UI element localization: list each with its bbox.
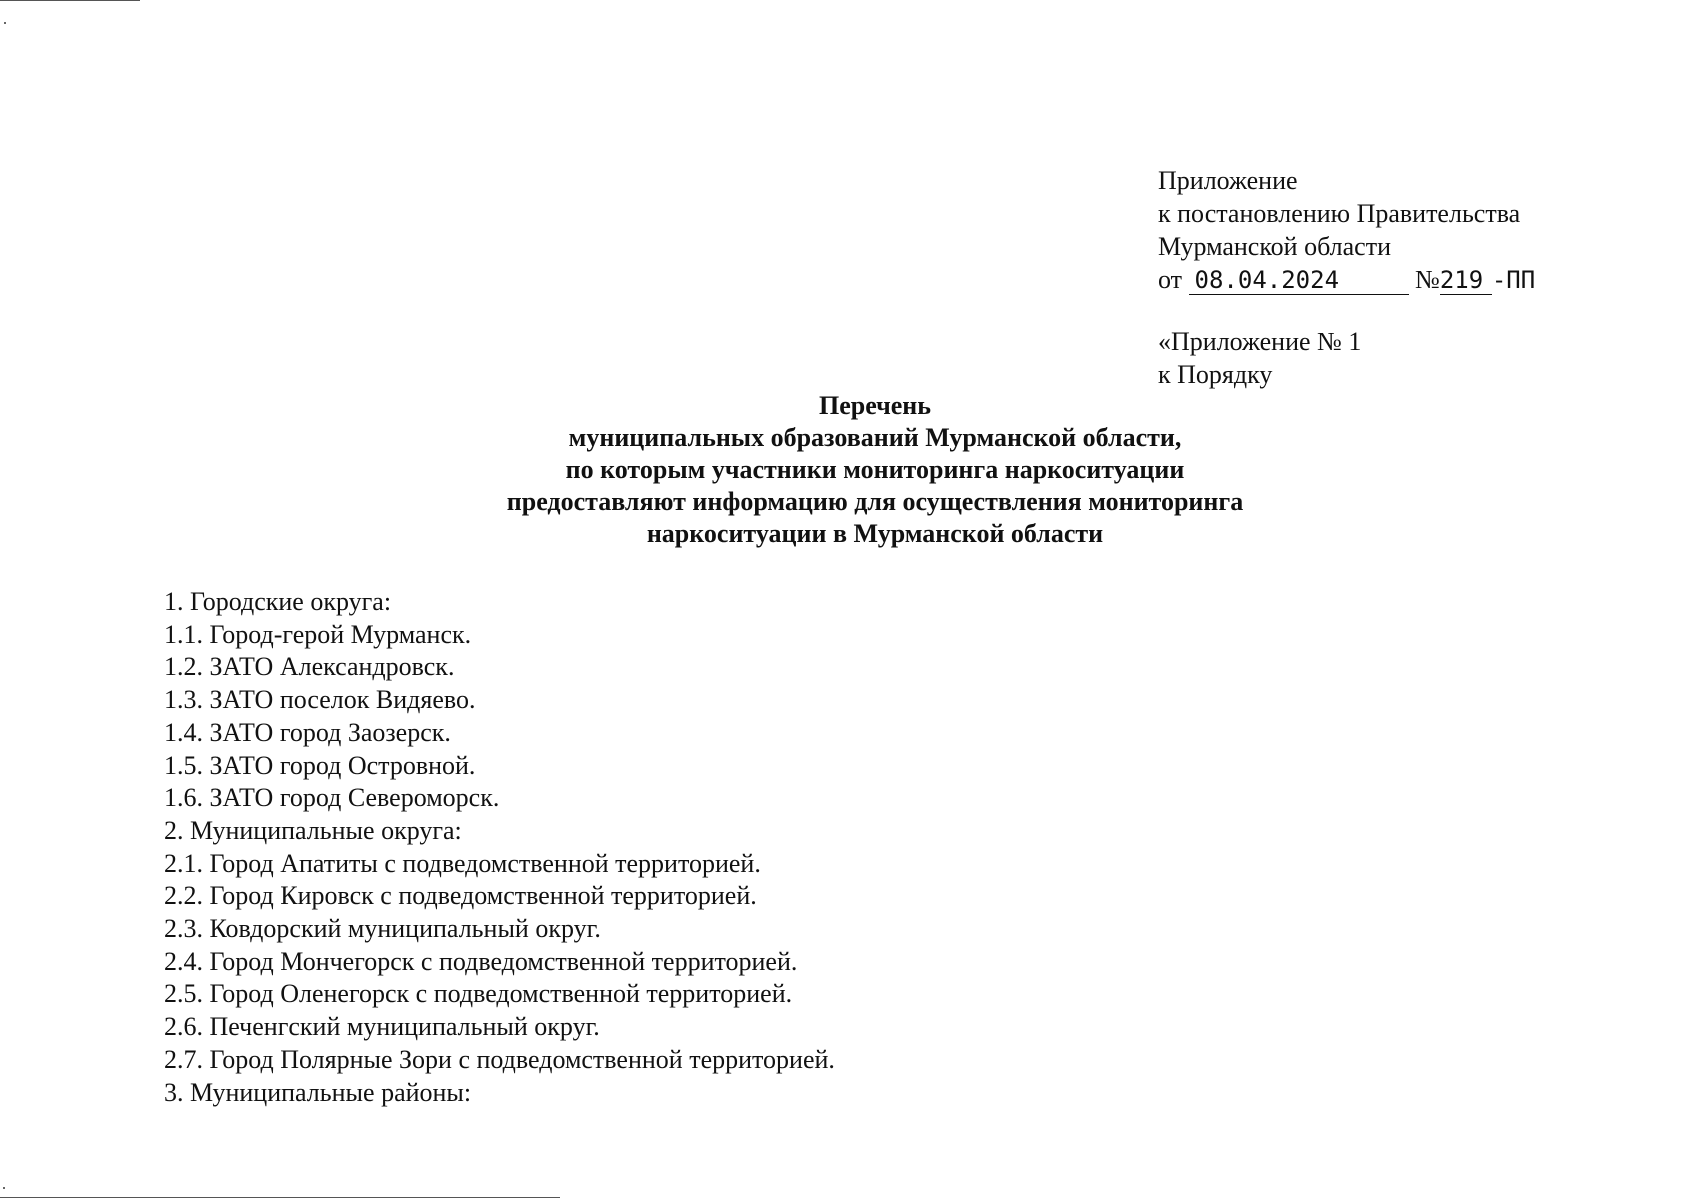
list-item: 2.4. Город Мончегорск с подведомственной территорией.	[164, 946, 798, 976]
list-item: 1.1. Город-герой Мурманск.	[164, 619, 472, 649]
header-line-date-number	[1158, 263, 1535, 297]
scan-edge-line-top	[0, 0, 140, 1]
decree-date: 08.04.2024	[1189, 266, 1409, 295]
scan-edge-line-bottom	[0, 1197, 560, 1198]
list-item: 1.5. ЗАТО город Островной.	[164, 750, 476, 780]
header-line-appendix: Приложение	[1158, 166, 1298, 195]
title-line-4: предоставляют информацию для осуществления мониторинга	[506, 487, 1244, 516]
list-item: 1.4. ЗАТО город Заозерск.	[164, 717, 451, 747]
list-item: 2.5. Город Оленегорск с подведомственной территорией.	[164, 979, 793, 1009]
title-line-3: по которым участники мониторинга наркоситуации	[565, 455, 1185, 484]
list-item: 1. Городские округа:	[164, 587, 392, 616]
list-item: 1.6. ЗАТО город Североморск.	[164, 783, 500, 813]
annex-reference-block	[1158, 325, 1361, 391]
list-item: 1.3. ЗАТО поселок Видяево.	[164, 685, 476, 715]
title-line-5: наркоситуации в Мурманской области	[646, 519, 1104, 548]
decree-reference-block	[1158, 164, 1535, 297]
decree-number-suffix: -ПП	[1491, 266, 1536, 294]
list-item: 2.3. Ковдорский муниципальный округ.	[164, 914, 601, 944]
list-item: 2.1. Город Апатиты с подведомственной территорией.	[164, 848, 761, 878]
scan-speck	[4, 22, 6, 24]
annex-line-order: к Порядку	[1158, 360, 1273, 389]
title-line-2: муниципальных образований Мурманской области,	[568, 423, 1182, 452]
list-item: 2.7. Город Полярные Зори с подведомственной территорией.	[164, 1044, 835, 1074]
header-line-decree: к постановлению Правительства	[1158, 199, 1521, 228]
decree-number: 219	[1440, 266, 1492, 295]
list-item: 3. Муниципальные районы:	[164, 1077, 472, 1107]
scan-speck	[3, 1187, 5, 1189]
list-item: 1.2. ЗАТО Александровск.	[164, 652, 455, 682]
title-line-1: Перечень	[818, 391, 932, 420]
list-item: 2.2. Город Кировск с подведомственной территорией.	[164, 881, 757, 911]
municipality-list	[164, 586, 835, 1109]
list-item: 2.6. Печенгский муниципальный округ.	[164, 1012, 600, 1042]
number-label: №	[1415, 265, 1440, 294]
annex-line-number: «Приложение № 1	[1158, 327, 1362, 356]
document-title	[240, 390, 1510, 550]
header-line-region: Мурманской области	[1158, 232, 1391, 261]
list-item: 2. Муниципальные округа:	[164, 815, 462, 845]
from-label: от	[1158, 265, 1183, 294]
